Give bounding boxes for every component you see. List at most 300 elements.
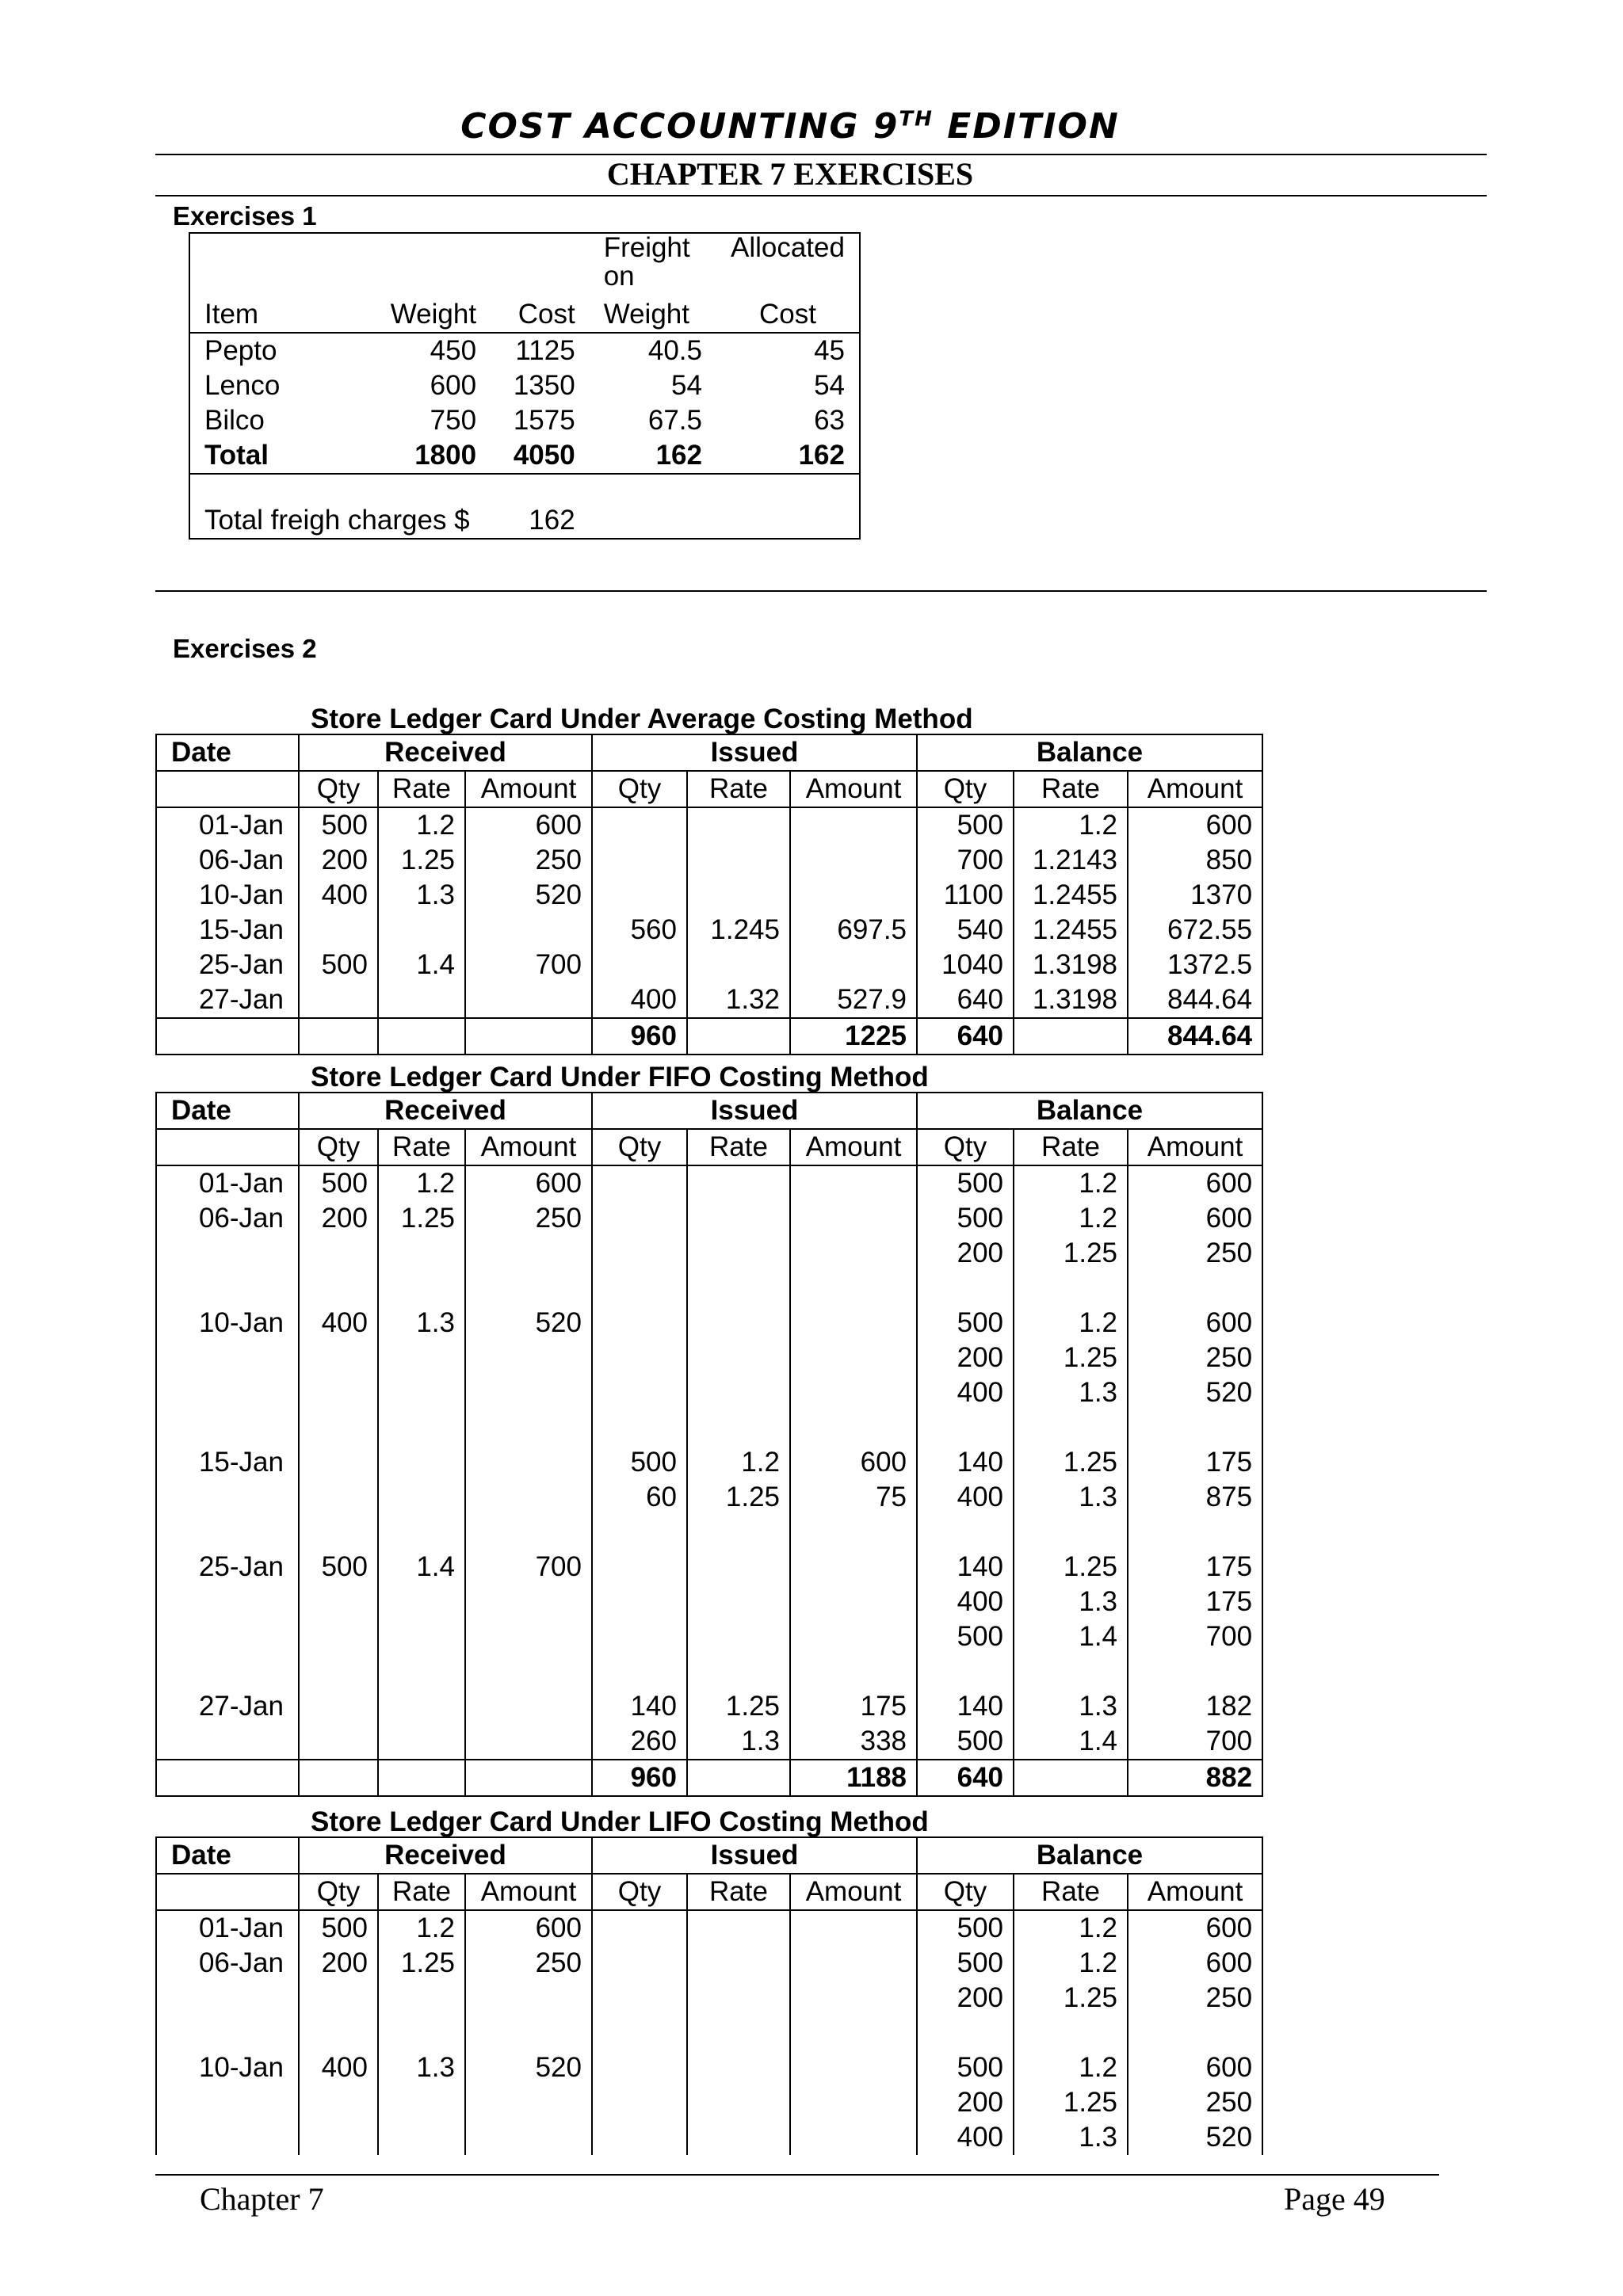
value-cell <box>592 948 687 982</box>
value-cell <box>465 1480 592 1515</box>
value-cell: 250 <box>1128 1341 1262 1375</box>
total-row <box>156 1018 1262 1055</box>
date-header: Date <box>156 1093 299 1129</box>
ledger-row <box>156 2120 1262 2155</box>
value-cell <box>1014 1271 1128 1306</box>
value-cell: 200 <box>299 1946 378 1981</box>
value-cell <box>790 1981 917 2016</box>
value-cell: 1.3 <box>378 1306 465 1341</box>
table-cell: Freight on <box>603 232 690 292</box>
date-cell <box>156 1515 299 1550</box>
value-cell <box>790 1654 917 1689</box>
column-header-row <box>156 1874 1262 1910</box>
total-cell <box>465 1018 592 1055</box>
value-cell <box>592 1910 687 1946</box>
value-cell <box>299 1341 378 1375</box>
date-cell: 06-Jan <box>156 1946 299 1981</box>
value-cell: 400 <box>299 2050 378 2085</box>
table-cell: 450 <box>430 335 477 366</box>
value-cell: 600 <box>1128 807 1262 843</box>
value-cell <box>790 1910 917 1946</box>
value-cell: 1.2 <box>1014 1165 1128 1201</box>
value-cell <box>687 2050 790 2085</box>
ledger-row <box>156 2085 1262 2120</box>
value-cell <box>917 1410 1014 1445</box>
value-cell <box>790 2085 917 2120</box>
date-cell <box>156 1271 299 1306</box>
value-cell <box>790 1585 917 1619</box>
column-header: Amount <box>790 1874 917 1910</box>
column-header: Amount <box>465 1874 592 1910</box>
exercise2-label: Exercises 2 <box>173 634 317 663</box>
header-rule-bottom <box>155 195 1487 196</box>
value-cell <box>378 2120 465 2155</box>
value-cell: 500 <box>917 1910 1014 1946</box>
footer-page-number: Page 49 <box>1284 2181 1385 2217</box>
value-cell: 250 <box>1128 2085 1262 2120</box>
value-cell <box>378 1724 465 1760</box>
date-cell <box>156 1410 299 1445</box>
value-cell <box>790 2016 917 2050</box>
value-cell <box>687 948 790 982</box>
value-cell: 700 <box>465 948 592 982</box>
value-cell <box>790 1341 917 1375</box>
value-cell: 1.25 <box>1014 1341 1128 1375</box>
value-cell <box>790 1271 917 1306</box>
value-cell: 1.3 <box>1014 1689 1128 1724</box>
total-cell: 640 <box>917 1018 1014 1055</box>
value-cell <box>465 982 592 1018</box>
value-cell <box>465 1236 592 1271</box>
value-cell: 1.25 <box>1014 1550 1128 1585</box>
date-subheader-blank <box>156 1129 299 1165</box>
value-cell <box>917 2016 1014 2050</box>
value-cell <box>1128 1654 1262 1689</box>
value-cell <box>299 913 378 948</box>
spacer-row <box>189 474 860 503</box>
value-cell <box>378 2085 465 2120</box>
date-cell <box>156 1585 299 1619</box>
date-cell <box>156 1480 299 1515</box>
value-cell: 1.3198 <box>1014 982 1128 1018</box>
ledger-row <box>156 1306 1262 1341</box>
column-header: Qty <box>917 1129 1014 1165</box>
value-cell <box>465 913 592 948</box>
total-cell <box>378 1018 465 1055</box>
value-cell: 400 <box>917 1585 1014 1619</box>
value-cell <box>378 1375 465 1410</box>
value-cell <box>687 878 790 913</box>
table-cell: 1800 <box>376 438 491 474</box>
value-cell <box>917 1515 1014 1550</box>
freight-charges-row <box>189 503 860 539</box>
value-cell <box>687 1515 790 1550</box>
total-cell <box>687 1018 790 1055</box>
value-cell <box>378 1619 465 1654</box>
value-cell <box>378 982 465 1018</box>
table-cell: Weight <box>590 297 716 333</box>
footer-chapter: Chapter 7 <box>200 2181 324 2217</box>
value-cell <box>687 1981 790 2016</box>
value-cell: 520 <box>465 2050 592 2085</box>
value-cell: 527.9 <box>790 982 917 1018</box>
value-cell <box>592 2050 687 2085</box>
ledger-row <box>156 1271 1262 1306</box>
value-cell <box>790 1619 917 1654</box>
value-cell <box>592 843 687 878</box>
value-cell <box>299 1585 378 1619</box>
date-cell <box>156 1619 299 1654</box>
value-cell <box>790 1515 917 1550</box>
value-cell: 1.4 <box>1014 1619 1128 1654</box>
value-cell <box>299 1515 378 1550</box>
column-header: Qty <box>299 1129 378 1165</box>
value-cell <box>299 1271 378 1306</box>
column-header: Rate <box>378 771 465 807</box>
column-header: Rate <box>687 1874 790 1910</box>
date-cell <box>156 1654 299 1689</box>
value-cell <box>378 1654 465 1689</box>
group-header-row <box>156 1093 1262 1129</box>
balance-header: Balance <box>917 1093 1262 1129</box>
value-cell <box>687 1619 790 1654</box>
value-cell: 700 <box>1128 1724 1262 1760</box>
value-cell: 260 <box>592 1724 687 1760</box>
value-cell: 520 <box>1128 1375 1262 1410</box>
value-cell <box>592 1375 687 1410</box>
value-cell <box>1014 2016 1128 2050</box>
value-cell <box>592 878 687 913</box>
value-cell: 700 <box>465 1550 592 1585</box>
value-cell: 140 <box>917 1550 1014 1585</box>
total-cell: 882 <box>1128 1760 1262 1796</box>
date-cell: 10-Jan <box>156 1306 299 1341</box>
value-cell <box>378 913 465 948</box>
value-cell: 1.2 <box>378 1910 465 1946</box>
date-subheader-blank <box>156 771 299 807</box>
table-cell <box>189 233 376 297</box>
value-cell: 250 <box>465 843 592 878</box>
value-cell: 60 <box>592 1480 687 1515</box>
value-cell <box>465 1445 592 1480</box>
column-header: Amount <box>1128 1129 1262 1165</box>
value-cell <box>687 1341 790 1375</box>
date-cell <box>156 1724 299 1760</box>
value-cell: 600 <box>790 1445 917 1480</box>
value-cell: 1.25 <box>687 1689 790 1724</box>
value-cell: 1.25 <box>1014 2085 1128 2120</box>
value-cell <box>687 1550 790 1585</box>
value-cell: 1.32 <box>687 982 790 1018</box>
column-header: Qty <box>917 1874 1014 1910</box>
value-cell <box>790 1201 917 1236</box>
value-cell <box>378 1689 465 1724</box>
date-cell: 06-Jan <box>156 843 299 878</box>
value-cell <box>592 1619 687 1654</box>
value-cell: 1.2 <box>378 1165 465 1201</box>
total-cell: 960 <box>592 1018 687 1055</box>
value-cell: 850 <box>1128 843 1262 878</box>
ledger-row <box>156 1341 1262 1375</box>
date-cell: 15-Jan <box>156 1445 299 1480</box>
value-cell <box>378 2016 465 2050</box>
date-cell: 15-Jan <box>156 913 299 948</box>
value-cell: 1100 <box>917 878 1014 913</box>
value-cell: 500 <box>299 807 378 843</box>
value-cell <box>465 1689 592 1724</box>
value-cell: 500 <box>299 1550 378 1585</box>
value-cell <box>299 1445 378 1480</box>
value-cell <box>465 1619 592 1654</box>
date-cell <box>156 2085 299 2120</box>
column-header: Amount <box>465 771 592 807</box>
value-cell <box>465 1515 592 1550</box>
value-cell <box>790 807 917 843</box>
table-cell: 162 <box>590 438 716 474</box>
value-cell <box>378 1515 465 1550</box>
value-cell: 640 <box>917 982 1014 1018</box>
column-header: Amount <box>790 1129 917 1165</box>
value-cell <box>592 807 687 843</box>
value-cell: 1.2 <box>1014 1910 1128 1946</box>
date-subheader-blank <box>156 1874 299 1910</box>
value-cell: 600 <box>1128 1910 1262 1946</box>
received-header: Received <box>299 1093 592 1129</box>
value-cell: 175 <box>1128 1445 1262 1480</box>
value-cell: 540 <box>917 913 1014 948</box>
value-cell <box>1128 1271 1262 1306</box>
date-cell <box>156 1236 299 1271</box>
value-cell: 1.2143 <box>1014 843 1128 878</box>
value-cell: 1.4 <box>378 1550 465 1585</box>
ledger-row <box>156 1724 1262 1760</box>
value-cell: 1372.5 <box>1128 948 1262 982</box>
table-cell: Bilco <box>204 405 265 436</box>
value-cell: 844.64 <box>1128 982 1262 1018</box>
value-cell <box>592 1341 687 1375</box>
average-ledger-table <box>155 734 1263 1055</box>
value-cell <box>465 1341 592 1375</box>
value-cell <box>465 1410 592 1445</box>
value-cell <box>790 1306 917 1341</box>
value-cell: 500 <box>592 1445 687 1480</box>
value-cell: 140 <box>592 1689 687 1724</box>
issued-header: Issued <box>592 1837 917 1874</box>
total-cell <box>156 1760 299 1796</box>
value-cell: 500 <box>917 1724 1014 1760</box>
column-header: Amount <box>790 771 917 807</box>
table-cell: 4050 <box>491 438 590 474</box>
value-cell: 520 <box>465 1306 592 1341</box>
value-cell <box>687 1306 790 1341</box>
date-header: Date <box>156 1837 299 1874</box>
value-cell: 1.3 <box>687 1724 790 1760</box>
value-cell <box>687 2120 790 2155</box>
balance-header: Balance <box>917 734 1262 771</box>
value-cell <box>790 1165 917 1201</box>
total-cell <box>299 1760 378 1796</box>
total-cell <box>156 1018 299 1055</box>
value-cell: 400 <box>299 1306 378 1341</box>
value-cell <box>465 1654 592 1689</box>
ledger-row <box>156 1515 1262 1550</box>
value-cell: 600 <box>1128 1201 1262 1236</box>
ledger-row <box>156 1585 1262 1619</box>
ledger-row <box>156 1550 1262 1585</box>
table-cell: 54 <box>671 370 702 401</box>
value-cell <box>790 2050 917 2085</box>
value-cell: 400 <box>592 982 687 1018</box>
value-cell <box>687 2085 790 2120</box>
column-header: Qty <box>299 771 378 807</box>
value-cell <box>687 1585 790 1619</box>
column-header: Qty <box>592 1874 687 1910</box>
value-cell <box>378 1341 465 1375</box>
book-title: COST ACCOUNTING 9TH EDITION <box>460 106 1120 147</box>
table-row <box>189 368 860 403</box>
date-cell: 25-Jan <box>156 948 299 982</box>
value-cell <box>465 2085 592 2120</box>
ledger-row <box>156 2016 1262 2050</box>
value-cell <box>592 1201 687 1236</box>
value-cell <box>1014 1515 1128 1550</box>
ledger-row <box>156 807 1262 843</box>
value-cell <box>1014 1654 1128 1689</box>
date-cell <box>156 2120 299 2155</box>
date-cell <box>156 1375 299 1410</box>
fifo-ledger-table <box>155 1092 1263 1797</box>
value-cell: 1.2 <box>1014 807 1128 843</box>
value-cell: 1.2 <box>1014 1201 1128 1236</box>
value-cell: 600 <box>1128 1165 1262 1201</box>
value-cell: 500 <box>299 1165 378 1201</box>
value-cell: 200 <box>917 1981 1014 2016</box>
value-cell: 697.5 <box>790 913 917 948</box>
value-cell: 500 <box>917 807 1014 843</box>
value-cell <box>592 1236 687 1271</box>
value-cell <box>1128 1410 1262 1445</box>
freight-charges-label: Total freigh charges $ <box>204 505 470 536</box>
value-cell <box>592 1981 687 2016</box>
ledger-row <box>156 948 1262 982</box>
value-cell <box>592 2016 687 2050</box>
value-cell <box>592 2085 687 2120</box>
value-cell <box>378 1981 465 2016</box>
value-cell <box>592 2120 687 2155</box>
value-cell: 1.2 <box>1014 1306 1128 1341</box>
value-cell: 1.2 <box>378 807 465 843</box>
value-cell: 1.3 <box>1014 1585 1128 1619</box>
value-cell: 600 <box>1128 2050 1262 2085</box>
table-cell <box>376 233 491 297</box>
value-cell <box>592 1306 687 1341</box>
value-cell: 1.245 <box>687 913 790 948</box>
table-cell: 54 <box>814 370 845 401</box>
value-cell: 1040 <box>917 948 1014 982</box>
value-cell: 140 <box>917 1689 1014 1724</box>
value-cell <box>299 982 378 1018</box>
value-cell: 600 <box>1128 1946 1262 1981</box>
value-cell: 1.3 <box>378 2050 465 2085</box>
value-cell: 200 <box>917 1341 1014 1375</box>
value-cell <box>790 843 917 878</box>
column-header: Qty <box>299 1874 378 1910</box>
table-cell: 63 <box>814 405 845 436</box>
table-cell: Weight <box>376 297 491 333</box>
total-cell <box>687 1760 790 1796</box>
group-header-row <box>156 1837 1262 1874</box>
table-cell: 67.5 <box>647 405 702 436</box>
value-cell: 200 <box>917 2085 1014 2120</box>
value-cell <box>299 1236 378 1271</box>
value-cell <box>917 1271 1014 1306</box>
value-cell: 1.25 <box>1014 1445 1128 1480</box>
value-cell: 500 <box>917 1201 1014 1236</box>
value-cell: 200 <box>299 843 378 878</box>
table-cell: Pepto <box>204 335 277 366</box>
value-cell: 560 <box>592 913 687 948</box>
ledger-row <box>156 1981 1262 2016</box>
empty-cell <box>590 503 860 539</box>
value-cell <box>592 1515 687 1550</box>
value-cell: 500 <box>917 1946 1014 1981</box>
ledger-row <box>156 1165 1262 1201</box>
value-cell: 1.4 <box>1014 1724 1128 1760</box>
value-cell: 175 <box>790 1689 917 1724</box>
value-cell <box>790 878 917 913</box>
column-header: Rate <box>378 1129 465 1165</box>
lifo-ledger-title: Store Ledger Card Under LIFO Costing Method <box>311 1806 929 1837</box>
date-cell: 10-Jan <box>156 2050 299 2085</box>
received-header: Received <box>299 734 592 771</box>
value-cell: 75 <box>790 1480 917 1515</box>
ledger-row <box>156 1689 1262 1724</box>
value-cell: 500 <box>917 1306 1014 1341</box>
value-cell: 520 <box>1128 2120 1262 2155</box>
value-cell: 600 <box>465 1165 592 1201</box>
total-row <box>156 1760 1262 1796</box>
table-cell: Cost <box>716 297 860 333</box>
value-cell: 1.3 <box>1014 1375 1128 1410</box>
table-cell: 1350 <box>513 370 575 401</box>
value-cell: 875 <box>1128 1480 1262 1515</box>
value-cell: 175 <box>1128 1585 1262 1619</box>
date-cell: 01-Jan <box>156 807 299 843</box>
value-cell <box>917 1654 1014 1689</box>
total-cell: 1188 <box>790 1760 917 1796</box>
table-row <box>189 403 860 438</box>
value-cell: 500 <box>917 2050 1014 2085</box>
table-cell <box>491 233 590 297</box>
ledger-row <box>156 1619 1262 1654</box>
value-cell: 600 <box>465 1910 592 1946</box>
table-cell: 40.5 <box>647 335 702 366</box>
value-cell: 500 <box>299 1910 378 1946</box>
date-cell: 10-Jan <box>156 878 299 913</box>
column-header-row <box>156 1129 1262 1165</box>
value-cell: 1.3 <box>1014 2120 1128 2155</box>
value-cell <box>299 1654 378 1689</box>
value-cell <box>465 1271 592 1306</box>
value-cell <box>592 1946 687 1981</box>
table-cell: Lenco <box>204 370 281 401</box>
value-cell: 140 <box>917 1445 1014 1480</box>
table-cell: 162 <box>716 438 860 474</box>
value-cell <box>299 1375 378 1410</box>
value-cell: 400 <box>917 1480 1014 1515</box>
header-row <box>189 297 860 333</box>
value-cell: 338 <box>790 1724 917 1760</box>
